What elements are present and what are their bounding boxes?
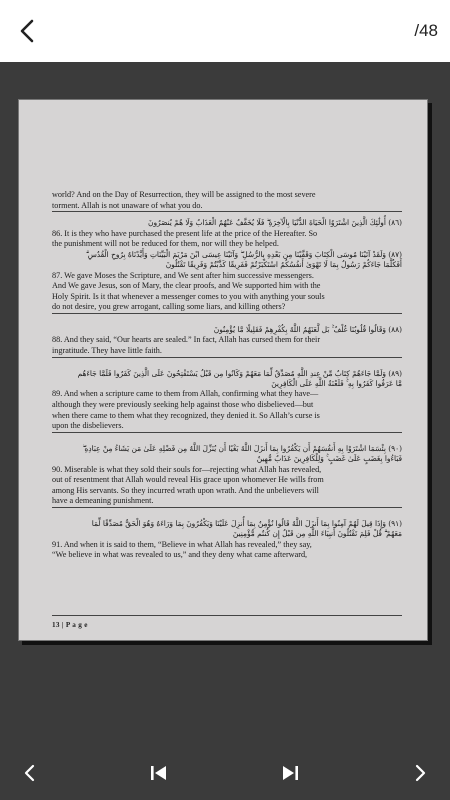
translation-line: And We gave Jesus, son of Mary, the clear proofs, and We supported him with the — [52, 281, 321, 291]
translation-line: have a demeaning punishment. — [52, 496, 154, 506]
arabic-verse-line: (٨٦) أُولَٰئِكَ الَّذِينَ اشْتَرَوُا الْحَيَاةَ الدُّنْيَا بِالْآخِرَةِ ۖ فَلَا يُخَفَّفُ عَنْهُمُ الْعَذَابُ وَلَا هُمْ يُنصَرُونَ — [148, 218, 402, 228]
translation-line: when there came to them what they recognized, they denied it. So Allah’s curse is — [52, 410, 320, 420]
skip-to-first-icon — [149, 764, 169, 782]
arabic-verse-line: (٨٧) وَلَقَدْ آتَيْنَا مُوسَى الْكِتَابَ وَقَفَّيْنَا مِن بَعْدِهِ بِالرُّسُلِ ۖ وَآتَيْنَا عِيسَى ابْنَ مَرْيَمَ الْبَيِّنَاتِ وَأَيَّدْنَاهُ بِرُوحِ الْقُدُسِ ۗ — [85, 249, 402, 259]
top-app-bar — [0, 0, 450, 62]
translation-line: 90. Miserable is what they sold their souls for—rejecting what Allah has revealed, — [52, 464, 322, 474]
arabic-verse-line: مَعَهُمْ ۗ قُلْ فَلِمَ تَقْتُلُونَ أَنبِيَاءَ اللَّهِ مِن قَبْلُ إِن كُنتُم مُّؤْمِنِينَ — [232, 529, 402, 539]
page-number-label: 13 | P a g e — [52, 621, 88, 629]
arabic-verse-line: (٨٩) وَلَمَّا جَاءَهُمْ كِتَابٌ مِّنْ عِندِ اللَّهِ مُصَدِّقٌ لِّمَا مَعَهُمْ وَكَانُوا مِن قَبْلُ يَسْتَفْتِحُونَ عَلَى الَّذِينَ كَفَرُوا فَلَمَّا جَاءَهُم — [77, 368, 402, 378]
spacer — [52, 508, 402, 519]
spacer — [52, 433, 402, 444]
last-page-button[interactable] — [273, 756, 307, 790]
translation-line: although they were previously seeking help against those who disbelieved—but — [52, 399, 314, 409]
translation-line: 91. And when it is said to them, “Believe in what Allah has revealed,” they say, — [52, 539, 312, 549]
spacer — [52, 314, 402, 325]
bottom-navigation-bar — [0, 662, 450, 800]
next-page-button[interactable] — [403, 756, 437, 790]
arabic-verse-line: أَفَكُلَّمَا جَاءَكُمْ رَسُولٌ بِمَا لَا تَهْوَىٰ أَنفُسُكُمُ اسْتَكْبَرْتُمْ فَفَرِيقًا كَذَّبْتُمْ وَفَرِيقًا تَقْتُلُونَ — [165, 260, 402, 270]
chevron-left-icon — [22, 764, 38, 782]
arabic-verse-line: (٨٨) وَقَالُوا قُلُوبُنَا غُلْفٌ ۚ بَل لَّعَنَهُمُ اللَّهُ بِكُفْرِهِمْ فَقَلِيلًا مَّا يُؤْمِنُونَ — [213, 324, 402, 334]
translation-line: do not desire, you grew arrogant, calling some liars, and killing others? — [52, 302, 286, 312]
skip-to-last-icon — [280, 764, 300, 782]
previous-page-button[interactable] — [13, 756, 47, 790]
translation-line: among His servants. So they incurred wrath upon wrath. And the unbelievers will — [52, 485, 319, 495]
translation-line: world? And on the Day of Resurrection, they will be assigned to the most severe — [52, 190, 316, 199]
first-page-button[interactable] — [142, 756, 176, 790]
arabic-verse-line: فَبَاءُوا بِغَضَبٍ عَلَىٰ غَضَبٍ ۚ وَلِلْكَافِرِينَ عَذَابٌ مُّهِينٌ — [256, 454, 402, 464]
translation-line: upon the disbelievers. — [52, 421, 124, 431]
translation-line: 88. And they said, “Our hearts are sealed.” In fact, Allah has cursed them for their — [52, 335, 321, 345]
footer-rule — [52, 615, 402, 616]
translation-line: Holy Spirit. Is it that whenever a messenger comes to you with anything your souls — [52, 291, 325, 301]
document-page[interactable] — [18, 99, 428, 641]
arabic-verse-line: (٩٠) بِئْسَمَا اشْتَرَوْا بِهِ أَنفُسَهُمْ أَن يَكْفُرُوا بِمَا أَنزَلَ اللَّهُ بَغْيًا أَن يُنَزِّلَ اللَّهُ مِن فَضْلِهِ عَلَىٰ مَن يَشَاءُ مِنْ عِبَادِهِ ۖ — [82, 443, 402, 453]
page-count: /48 — [414, 21, 438, 40]
translation-line: torment. Allah is not unaware of what you do. — [52, 200, 203, 210]
arabic-verse-line: مَّا عَرَفُوا كَفَرُوا بِهِ ۚ فَلَعْنَةُ اللَّهِ عَلَى الْكَافِرِينَ — [271, 378, 402, 388]
translation-line: the punishment will not be reduced for them, nor will they be helped. — [52, 239, 279, 249]
translation-line: out of resentment that Allah would reveal His grace upon whomever He wills from — [52, 475, 324, 485]
translation-line: 89. And when a scripture came to them from Allah, confirming what they have— — [52, 389, 319, 399]
chevron-left-icon — [16, 18, 38, 44]
translation-line: “We believe in what was revealed to us,” and they deny what came afterward, — [52, 550, 308, 560]
translation-line: 86. It is they who have purchased the present life at the price of the Hereafter. So — [52, 228, 318, 238]
translation-line: 87. We gave Moses the Scripture, and We sent after him successive messengers. — [52, 270, 314, 280]
chevron-right-icon — [412, 764, 428, 782]
back-button[interactable] — [10, 14, 44, 48]
translation-line: ingratitude. They have little faith. — [52, 345, 162, 355]
page-content — [52, 190, 402, 561]
spacer — [52, 358, 402, 369]
arabic-verse-line: (٩١) وَإِذَا قِيلَ لَهُمْ آمِنُوا بِمَا أَنزَلَ اللَّهُ قَالُوا نُؤْمِنُ بِمَا أُنزِلَ عَلَيْنَا وَيَكْفُرُونَ بِمَا وَرَاءَهُ وَهُوَ الْحَقُّ مُصَدِّقًا لِّمَا — [91, 518, 402, 528]
